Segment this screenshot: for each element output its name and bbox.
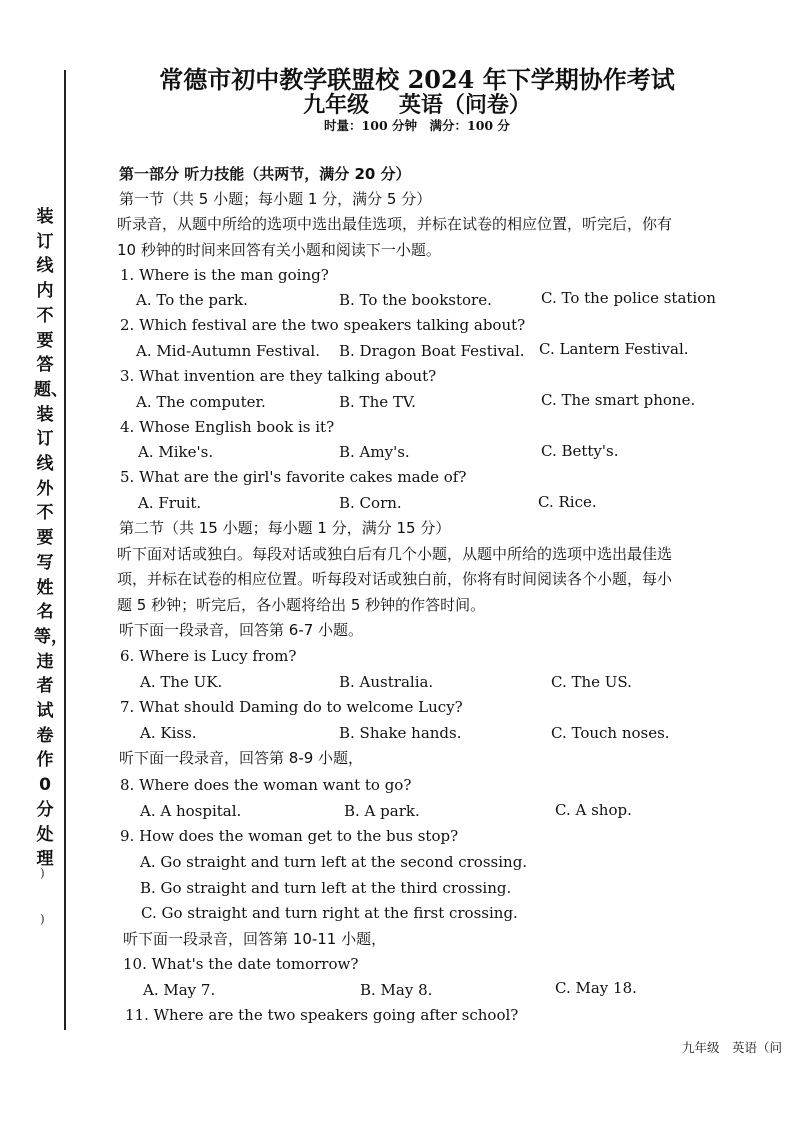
question-3: 3. What invention are they talking about? bbox=[120, 367, 437, 385]
option-a: A. Go straight and turn left at the second crossing. bbox=[140, 853, 528, 871]
option-b: B. Amy's. bbox=[339, 443, 410, 461]
option-b: B. Australia. bbox=[339, 673, 434, 691]
option-c: C. Betty's. bbox=[541, 442, 619, 460]
option-c: C. A shop. bbox=[555, 801, 632, 819]
option-a: A. Fruit. bbox=[138, 494, 202, 512]
option-b: B. Shake hands. bbox=[339, 724, 462, 742]
binding-notice: 装订线内不要答题、装订线外不要写姓名等，违者试卷作0分处理 bbox=[34, 207, 68, 870]
option-a: A. May 7. bbox=[143, 981, 216, 999]
option-b: B. A park. bbox=[344, 802, 420, 820]
option-a: A. Mike's. bbox=[138, 443, 214, 461]
option-a: A. Kiss. bbox=[140, 724, 197, 742]
option-c: C. Rice. bbox=[538, 493, 597, 511]
option-c: C. Touch noses. bbox=[551, 724, 670, 742]
page-footer: 九年级 英语（问 bbox=[682, 1040, 783, 1055]
option-b: B. May 8. bbox=[360, 981, 433, 999]
section2-title: 第二节（共 15 小题；每小题 1 分，满分 15 分） bbox=[119, 519, 451, 537]
binding-line bbox=[64, 70, 66, 1030]
question-8: 8. Where does the woman want to go? bbox=[120, 776, 412, 794]
question-2: 2. Which festival are the two speakers talking about? bbox=[120, 316, 526, 334]
instruction-line: 听下面对话或独白。每段对话或独白后有几个小题，从题中所给的选项中选出最佳选 bbox=[117, 545, 673, 563]
exam-subtitle: 九年级 英语（问卷） bbox=[303, 92, 531, 118]
instruction-line: 项，并标在试卷的相应位置。听每段对话或独白前，你将有时间阅读各个小题，每小 bbox=[117, 570, 673, 588]
option-c: C. May 18. bbox=[555, 979, 637, 997]
side-mark: ) bbox=[40, 912, 45, 926]
question-5: 5. What are the girl's favorite cakes made of? bbox=[120, 468, 467, 486]
prompt-8-9: 听下面一段录音，回答第 8-9 小题， bbox=[119, 749, 364, 767]
option-a: A. The UK. bbox=[140, 673, 223, 691]
question-11: 11. Where are the two speakers going after school? bbox=[125, 1006, 519, 1024]
option-c: C. The US. bbox=[551, 673, 632, 691]
prompt-10-11: 听下面一段录音，回答第 10-11 小题， bbox=[123, 930, 387, 948]
part1-title: 第一部分 听力技能（共两节，满分 20 分） bbox=[119, 165, 411, 183]
question-9: 9. How does the woman get to the bus stop? bbox=[120, 827, 459, 845]
option-c: C. Go straight and turn right at the first crossing. bbox=[141, 904, 518, 922]
instruction-line: 题 5 秒钟；听完后，各小题将给出 5 秒钟的作答时间。 bbox=[117, 596, 486, 614]
instruction-line: 10 秒钟的时间来回答有关小题和阅读下一小题。 bbox=[117, 241, 441, 259]
option-c: C. Lantern Festival. bbox=[539, 340, 689, 358]
option-b: B. Dragon Boat Festival. bbox=[339, 342, 525, 360]
option-a: A. To the park. bbox=[136, 291, 248, 309]
option-a: A. The computer. bbox=[136, 393, 266, 411]
option-c: C. The smart phone. bbox=[541, 391, 696, 409]
time-score: 时量：100 分钟 满分：100 分 bbox=[324, 118, 510, 133]
question-10: 10. What's the date tomorrow? bbox=[123, 955, 359, 973]
option-b: B. The TV. bbox=[339, 393, 416, 411]
question-1: 1. Where is the man going? bbox=[120, 266, 329, 284]
section1-title: 第一节（共 5 小题；每小题 1 分，满分 5 分） bbox=[119, 190, 432, 208]
option-b: B. Go straight and turn left at the third crossing. bbox=[140, 879, 512, 897]
option-b: B. To the bookstore. bbox=[339, 291, 492, 309]
option-a: A. Mid-Autumn Festival. bbox=[136, 342, 320, 360]
prompt-6-7: 听下面一段录音，回答第 6-7 小题。 bbox=[119, 621, 364, 639]
option-a: A. A hospital. bbox=[140, 802, 242, 820]
question-4: 4. Whose English book is it? bbox=[120, 418, 335, 436]
option-b: B. Corn. bbox=[339, 494, 402, 512]
question-6: 6. Where is Lucy from? bbox=[120, 647, 297, 665]
instruction-line: 听录音，从题中所给的选项中选出最佳选项，并标在试卷的相应位置，听完后，你有 bbox=[117, 215, 673, 233]
question-7: 7. What should Daming do to welcome Lucy? bbox=[120, 698, 463, 716]
option-c: C. To the police station bbox=[541, 289, 716, 307]
exam-title: 常德市初中教学联盟校 2024 年下学期协作考试 bbox=[159, 65, 675, 94]
side-mark: ) bbox=[40, 866, 45, 880]
